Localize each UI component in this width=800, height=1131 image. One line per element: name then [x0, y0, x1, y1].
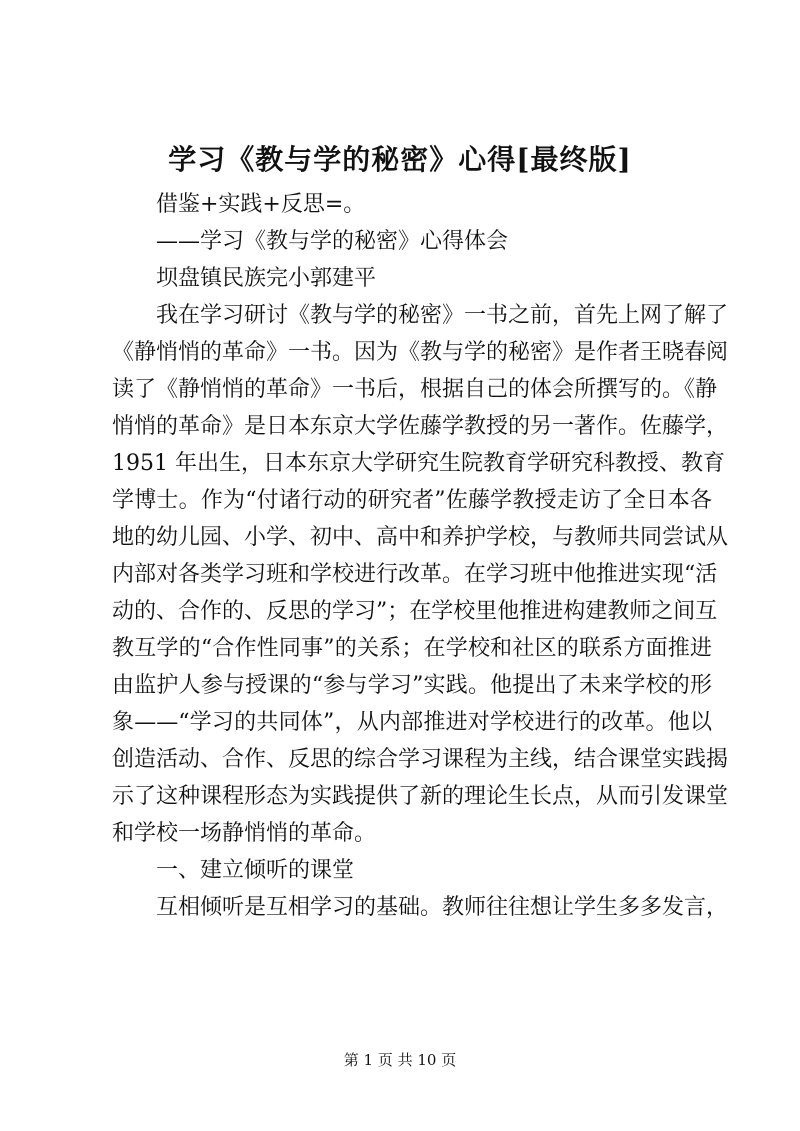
subtitle-line: ——学习《教与学的秘密》心得体会	[156, 229, 509, 254]
paragraph-line: 学博士。作为“付诸行动的研究者”佐藤学教授走访了全日本各	[112, 488, 712, 513]
page-number-footer: 第 1 页 共 10 页	[343, 1051, 457, 1069]
paragraph-line: 和学校一场静悄悄的革命。	[112, 821, 377, 846]
paragraph-line: 教互学的“合作性同事”的关系；在学校和社区的联系方面推进	[112, 636, 712, 661]
section-heading: 一、建立倾听的课堂	[156, 858, 355, 883]
summary-line: 借鉴+实践+反思=。	[156, 192, 366, 217]
paragraph-line: 我在学习研讨《教与学的秘密》一书之前，首先上网了解了	[156, 303, 729, 328]
paragraph-line: 象——“学习的共同体”，从内部推进对学校进行的改革。他以	[112, 710, 712, 735]
paragraph-line: 创造活动、合作、反思的综合学习课程为主线，结合课堂实践揭	[112, 747, 729, 772]
paragraph-line: 《静悄悄的革命》一书。因为《教与学的秘密》是作者王晓春阅	[112, 340, 729, 365]
paragraph-line: 悄悄的革命》是日本东京大学佐藤学教授的另一著作。佐藤学，	[112, 414, 729, 439]
paragraph-line: 互相倾听是互相学习的基础。教师往往想让学生多多发言，	[156, 895, 729, 920]
paragraph-line: 动的、合作的、反思的学习”；在学校里他推进构建教师之间互	[112, 599, 718, 624]
paragraph-line: 1951 年出生，日本东京大学研究生院教育学研究科教授、教育	[112, 451, 725, 476]
author-line: 坝盘镇民族完小郭建平	[156, 266, 377, 291]
paragraph-line: 由监护人参与授课的“参与学习”实践。他提出了未来学校的形	[112, 673, 712, 698]
paragraph-line: 内部对各类学习班和学校进行改革。在学习班中他推进实现“活	[112, 562, 718, 587]
document-title: 学习《教与学的秘密》心得[最终版]	[168, 143, 632, 176]
paragraph-line: 地的幼儿园、小学、初中、高中和养护学校，与教师共同尝试从	[112, 525, 729, 550]
paragraph-line: 示了这种课程形态为实践提供了新的理论生长点，从而引发课堂	[112, 784, 729, 809]
paragraph-line: 读了《静悄悄的革命》一书后，根据自己的体会所撰写的。《静	[112, 377, 718, 402]
document-body	[112, 186, 729, 926]
